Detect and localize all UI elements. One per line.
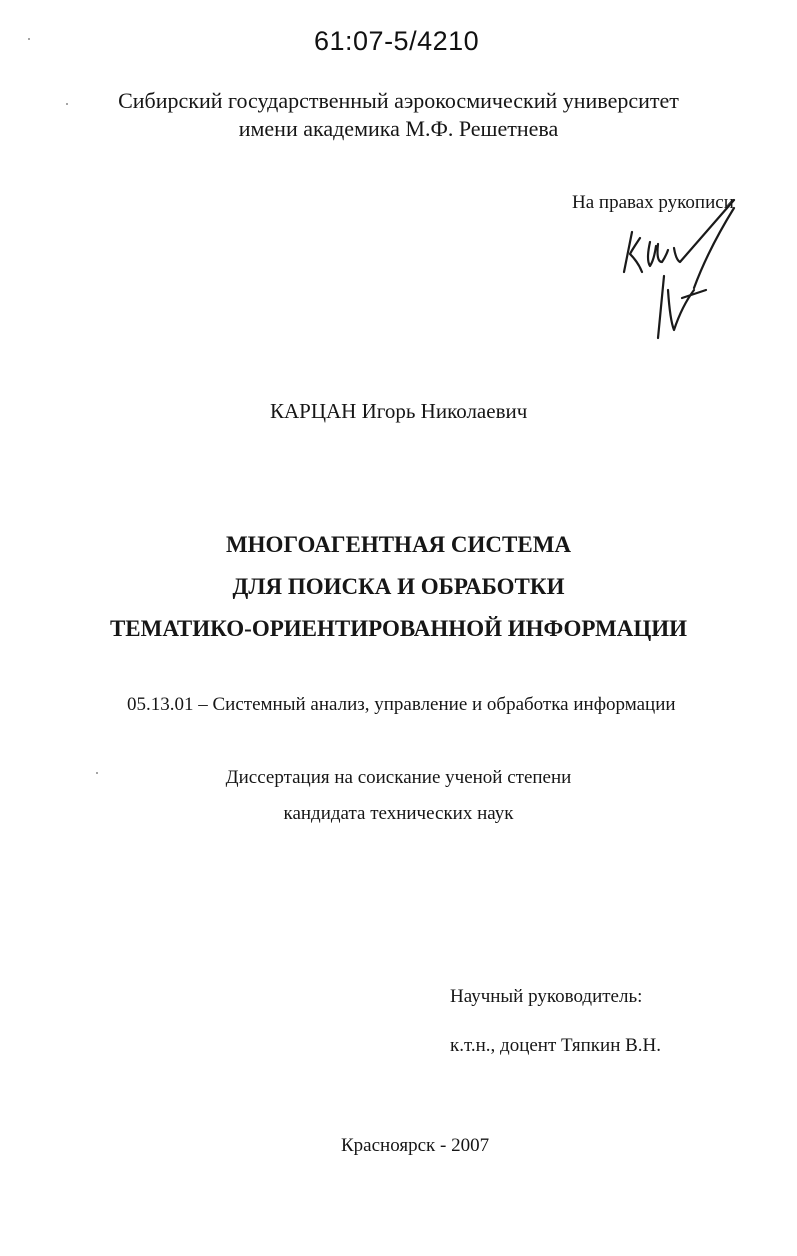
author-name: КАРЦАН Игорь Николаевич [270, 399, 528, 423]
city-year: Красноярск - 2007 [341, 1135, 490, 1156]
scan-speck [28, 38, 30, 40]
scan-speck [66, 103, 68, 105]
dissertation-degree-line1: Диссертация на соискание ученой степени [225, 767, 572, 788]
supervisor-name: к.т.н., доцент Тяпкин В.Н. [450, 1035, 662, 1056]
manuscript-rights: На правах рукописи [572, 192, 734, 213]
thesis-title-line3: ТЕМАТИКО-ОРИЕНТИРОВАННОЙ ИНФОРМАЦИИ [109, 616, 688, 641]
specialty-code: 05.13.01 – Системный анализ, управление и обработка информации [127, 694, 676, 715]
university-name-line1: Сибирский государственный аэрокосмический университет [118, 88, 679, 113]
handwritten-signature [612, 190, 762, 350]
university-name-line2: имени академика М.Ф. Решетнева [238, 116, 559, 141]
stamp-number: 61:07-5/4210 [314, 26, 480, 56]
thesis-title-line1: МНОГОАГЕНТНАЯ СИСТЕМА [225, 532, 572, 557]
thesis-title-line2: ДЛЯ ПОИСКА И ОБРАБОТКИ [232, 574, 565, 599]
dissertation-degree-line2: кандидата технических наук [283, 803, 514, 824]
supervisor-label: Научный руководитель: [450, 986, 643, 1007]
scan-speck [96, 772, 98, 774]
